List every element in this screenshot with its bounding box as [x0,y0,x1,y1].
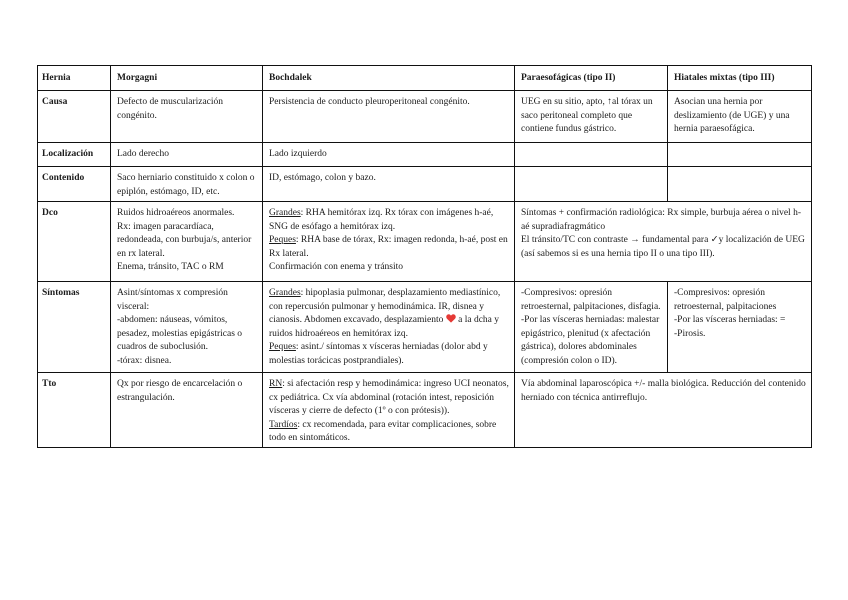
cell-localizacion-hiatales-mixtas [668,143,812,167]
cell-causa-morgagni: Defecto de muscularización congénito. [111,91,263,143]
row-label-tto: Tto [38,373,111,448]
row-label-dco: Dco [38,202,111,282]
cell-tto-bochdalek [263,373,515,448]
cell-localizacion-bochdalek: Lado izquierdo [263,143,515,167]
cell-paragraph: Enema, tránsito, TAC o RM [117,262,224,273]
header-paraesofagicas: Paraesofágicas (tipo II) [515,66,668,91]
cell-tto-morgagni: Qx por riesgo de encarcelación o estrangulación. [111,373,263,448]
cell-paragraph [269,287,509,341]
cell-sintomas-paraesofagicas [515,282,668,373]
paragraph-text: : RHA base de tórax, Rx: imagen redonda, h-aé, post en Rx lateral. [269,235,508,259]
row-causa [38,91,812,143]
cell-causa-hiatales-mixtas: Asocian una hernia por deslizamiento (de UGE) y una hernia paraesofágica. [668,91,812,143]
row-label-localizacion: Localización [38,143,111,167]
paragraph-text: Confirmación con enema y tránsito [269,262,404,273]
cell-sintomas-morgagni [111,282,263,373]
cell-paragraph: Asint/síntomas x compresión visceral: [117,288,228,312]
cell-sintomas-bochdalek [263,282,515,373]
cell-dco-paraesofagicas-hiatales-mixtas [515,202,812,282]
heart-icon [446,314,456,323]
cell-paragraph: pesadez, molestias epigástricas o cuadros de suboclusión. [117,328,243,353]
cell-causa-bochdalek: Persistencia de conducto pleuroperitoneal congénito. [263,91,515,143]
cell-tto-paraesofagicas-hiatales-mixtas: Vía abdominal laparoscópica +/- malla biológica. Reducción del contenido herniado con técnica antirreflujo. [515,373,812,448]
header-bochdalek: Bochdalek [263,66,515,91]
header-hernia: Hernia [38,66,111,91]
header-row [38,66,812,91]
header-morgagni: Morgagni [111,66,263,91]
cell-contenido-bochdalek: ID, estómago, colon y bazo. [263,167,515,202]
cell-paragraph: -Compresivos: opresión [521,288,613,298]
header-hiatales-mixtas: Hiatales mixtas (tipo III) [668,66,812,91]
underlined-label: Peques [269,342,296,353]
paragraph-text: : si afectación resp y hemodinámica: ingreso UCI neonatos, cx pediátrica. Cx vía abdominal (rotación intest, reposición vísceras y cierre de defecto (1º o con prótesis)). [269,379,509,417]
cell-paragraph [269,261,509,275]
paragraph-text: : hipoplasia pulmonar, desplazamiento mediastínico, con repercusión pulmonar y hemodinámica. IR, disnea y cianosis. Abdomen excavado, desplazamiento [269,288,501,326]
cell-contenido-hiatales-mixtas [668,167,812,202]
cell-paragraph [269,341,509,368]
cell-paragraph: Síntomas + confirmación radiológica: Rx simple, burbuja aérea o nivel h-aé supradiafragmático [521,208,801,232]
cell-paragraph: -Por las vísceras herniadas: = [674,315,786,326]
hernia-comparison-table [37,65,812,448]
cell-paragraph: retroesternal, palpitaciones, disfagia. [521,301,661,312]
cell-paragraph: Ruidos hidroaéreos anormales. [117,208,235,218]
cell-contenido-paraesofagicas [515,167,668,202]
cell-paragraph: Rx: imagen paracardíaca, redondeada, con burbuja/s, anterior en rx lateral. [117,221,252,259]
cell-paragraph [269,419,509,446]
cell-dco-bochdalek [263,202,515,282]
underlined-label: Grandes [269,288,301,298]
row-tto [38,373,812,448]
row-label-causa: Causa [38,91,111,143]
cell-paragraph [269,378,509,419]
underlined-label: RN [269,379,283,389]
row-label-sintomas: Síntomas [38,282,111,373]
cell-paragraph [269,234,509,261]
cell-contenido-morgagni: Saco herniario constituido x colon o epiplón, estómago, ID, etc. [111,167,263,202]
heart-icon-shape [446,314,456,322]
cell-localizacion-paraesofagicas [515,143,668,167]
row-dco [38,202,812,282]
underlined-label: Tardíos [269,419,298,430]
row-label-contenido: Contenido [38,167,111,202]
cell-dco-morgagni [111,202,263,282]
cell-localizacion-morgagni: Lado derecho [111,143,263,167]
row-contenido [38,167,812,202]
cell-causa-paraesofagicas: UEG en su sitio, apto, ↑al tórax un saco peritoneal completo que contiene fundus gástrico. [515,91,668,143]
paragraph-text: : RHA hemitórax izq. Rx tórax con imágenes h-aé, SNG de esófago a hemitórax izq. [269,208,494,232]
underlined-label: Peques [269,235,296,246]
paragraph-text: : cx recomendada, para evitar complicaciones, sobre todo en sintomáticos. [269,419,497,444]
cell-paragraph: -abdomen: náuseas, vómitos, [117,315,228,326]
cell-paragraph: El tránsito/TC con contraste → fundamental para ✓y localización de UEG (así sabemos si es una hernia tipo II o una tipo III). [521,235,805,259]
cell-paragraph: -tórax: disnea. [117,355,172,366]
cell-paragraph: -Por las vísceras herniadas: malestar epigástrico, plenitud (x afectación gástrica), dolores abdominales (compresión colon o ID). [521,315,660,366]
cell-paragraph [269,207,509,234]
paragraph-text: a la dcha y ruidos hidroaéreos en hemitórax izq. [269,315,500,339]
cell-paragraph: -Pirosis. [674,328,706,339]
row-sintomas [38,282,812,373]
paragraph-text: : asint./ síntomas x vísceras herniadas (dolor abd y molestias torácicas postprandiales). [269,342,488,366]
cell-paragraph: -Compresivos: opresión retroesternal, palpitaciones [674,288,777,312]
underlined-label: Grandes [269,208,301,218]
cell-sintomas-hiatales-mixtas [668,282,812,373]
row-localizacion [38,143,812,167]
